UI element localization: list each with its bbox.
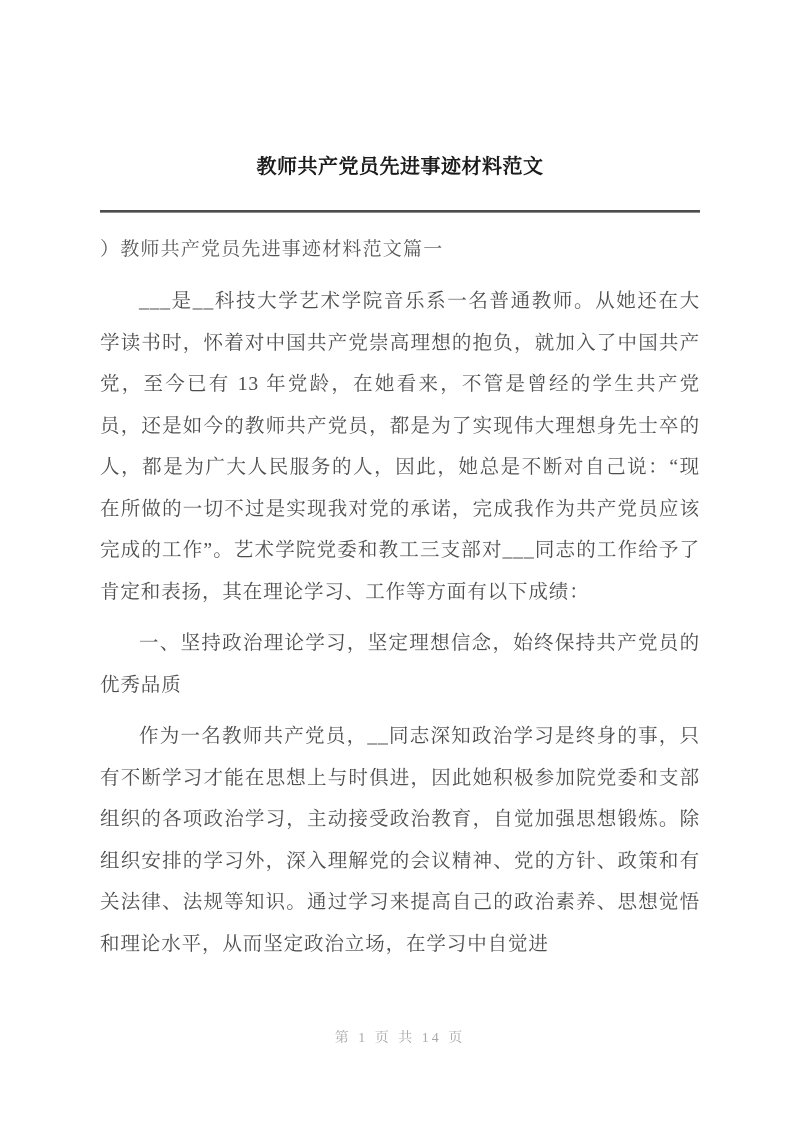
body-paragraph-1: ___是__科技大学艺术学院音乐系一名普通教师。从她还在大学读书时，怀着对中国共产党崇高理想的抱负，就加入了中国共产党，至今已有 13 年党龄，在她看来，不管是曾经的学生共产党员，还是如今的教师共产党员，都是为了实现伟大理想身先士卒的人，都是为广大人民服务的人，因此，她总是不断对自己说：“现在所做的一切不过是实现我对党的承诺，完成我作为共产党员应该完成的工作”。艺术学院党委和教工三支部对___同志的工作给予了肯定和表扬，其在理论学习、工作等方面有以下成绩： xyxy=(100,291,700,603)
body-paragraph-2: 一、坚持政治理论学习，坚定理想信念，始终保持共产党员的优秀品质 xyxy=(100,633,700,696)
document-subtitle: ）教师共产党员先进事迹材料范文篇一 xyxy=(100,239,444,260)
page-title: 教师共产党员先进事迹材料范文 xyxy=(256,154,544,178)
page-footer xyxy=(0,1028,800,1050)
footer-total-pages: 14 xyxy=(421,1031,442,1046)
footer-current-page: 1 xyxy=(358,1031,369,1046)
footer-total-unit: 页 xyxy=(448,1031,466,1046)
footer-page-unit: 页 xyxy=(374,1031,392,1046)
body-paragraph-3: 作为一名教师共产党员，__同志深知政治学习是终身的事，只有不断学习才能在思想上与时俱进，因此她积极参加院党委和支部组织的各项政治学习，主动接受政治教育，自觉加强思想锻炼。除组织安排的学习外，深入理解党的会议精神、党的方针、政策和有关法律、法规等知识。通过学习来提高自己的政治素养、思想觉悟和理论水平，从而坚定政治立场，在学习中自觉进 xyxy=(100,726,700,955)
footer-total-label: 共 xyxy=(398,1031,416,1046)
footer-page-label: 第 xyxy=(334,1031,352,1046)
document-content xyxy=(100,0,700,965)
